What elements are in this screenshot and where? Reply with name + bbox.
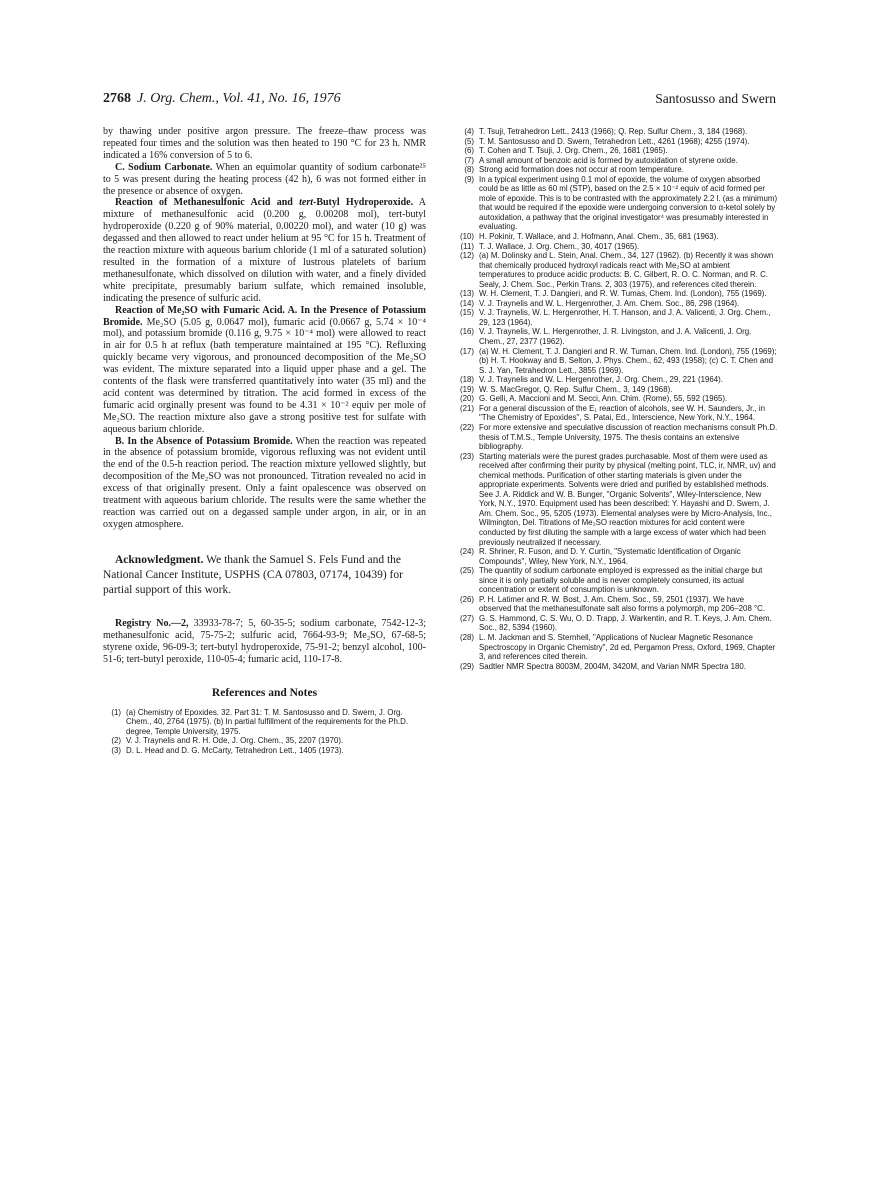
reference-item: [103, 736, 426, 746]
reference-text: L. M. Jackman and S. Sternhell, "Applications of Nuclear Magnetic Resonance Spectroscopy in Organic Chemistry", 2d ed, Pergamon Press, Oxford, 1969, Chapter 3, and references cited therein.: [479, 632, 776, 662]
reference-text: The quantity of sodium carbonate employed is expressed as the initial charge but since it is only partially soluble and is never completely consumed, its actual concentration or extent of consumption is unknown.: [479, 566, 763, 595]
paragraph-text: Me₂SO (5.05 g, 0.0647 mol), fumaric acid (0.0667 g, 5.74 × 10⁻⁴ mol), and potassium bromide (0.116 g, 9.75 × 10⁻⁴ mol) were allowed to react in air for 0.5 h at reflux (bath temperature maintained at 195 °C). Refluxing quickly became very vigorous, and pronounced decomposition of the Me₂SO was evident. The mixture separated into a liquid upper phase and a gel. The contents of the flask were transferred quantitatively into water (35 ml) and the acid content was determined by titration. The acid formed in excess of the fumaric acid orginally present was found to be 4.31 × 10⁻² equiv per mole of Me₂SO. The reaction mixture also gave a strong positive test for sulfate with aqueous barium chloride.: [103, 316, 426, 435]
heading-part: tert: [299, 197, 313, 209]
reference-item: [452, 175, 778, 232]
reference-number: (16): [459, 327, 474, 337]
reference-item: [452, 327, 778, 346]
reference-number: (3): [111, 745, 121, 755]
reference-item: [452, 595, 778, 614]
paragraph-text: A mixture of methanesulfonic acid (0.200 g, 0.00208 mol), tert-butyl hydroperoxide (0.220 g of 90% material, 0.00220 mol), and water (10 g) was degassed and then allowed to react under helium at 95 °C for 15 h. Treatment of the reaction mixture with aqueous barium chloride (1 ml of a saturated solution) resulted in the formation of a mixture of lustrous platelets of barium methanesulfonate, which dissolved on dilution with water, and a finely divided white precipitate, presumably barium sulfate, which remained insoluble, indicating the presence of sulfuric acid.: [103, 197, 427, 304]
reference-number: (29): [459, 661, 474, 671]
reference-number: (21): [459, 403, 474, 413]
reference-text: W. H. Clement, T. J. Dangieri, and R. W. Tumas, Chem. Ind. (London), 755 (1969).: [479, 289, 767, 299]
header-authors: Santosusso and Swern: [655, 91, 776, 106]
reference-text: W. S. MacGregor, Q. Rep. Sulfur Chem., 3, 149 (1968).: [479, 384, 673, 394]
paragraph: [103, 436, 426, 531]
ack-text: We thank the Samuel S. Fels Fund and the National Cancer Institute, USPHS (CA 07803, 07174, 10439) for partial support of this work.: [103, 553, 403, 596]
reference-text: T. M. Santosusso and D. Swern, Tetrahedron Lett., 4261 (1968); 4255 (1974).: [479, 136, 750, 146]
reference-number: (20): [459, 394, 474, 404]
registry-text: 33933-78-7; 5, 60-35-5; sodium carbonate, 7542-12-3; methanesulfonic acid, 75-75-2; sulfuric acid, 7664-93-9; Me₂SO, 67-68-5; styrene oxide, 96-09-3; tert-butyl hydroperoxide, 75-91-2; benzyl alcohol, 100-51-6; tert-butyl peroxide, 110-05-4; fumaric acid, 110-17-8.: [103, 617, 426, 665]
heading-part: Reaction of Methanesulfonic Acid and: [115, 197, 300, 209]
reference-number: (12): [459, 251, 474, 261]
reference-item: [452, 165, 778, 175]
reference-number: (13): [459, 289, 474, 299]
reference-number: (11): [460, 241, 474, 251]
reference-text: In a typical experiment using 0.1 mol of epoxide, the volume of oxygen absorbed could be as little as 60 ml (STP), based on the 2.5 × 10⁻² equiv of acid formed per mole of epoxide. This is to be contrasted with the approximately 2.2 l. (as a minimum) that would be required if the epoxide were undergoing conversion to α-ketol solely by autoxidation, a pathway that the original investigator⁴ was presumably interested in evaluating.: [479, 174, 778, 232]
reference-number: (25): [459, 566, 474, 576]
header-left: [103, 91, 341, 107]
reference-number: (27): [459, 613, 474, 623]
reference-item: [103, 746, 426, 756]
reference-text: Strong acid formation does not occur at room temperature.: [479, 165, 684, 175]
reference-item: [452, 156, 778, 166]
reference-item: [452, 385, 778, 395]
reference-item: [452, 404, 778, 423]
journal-citation: J. Org. Chem., Vol. 41, No. 16, 1976: [137, 91, 341, 106]
reference-text: For a general discussion of the E₁ reaction of alcohols, see W. H. Saunders, Jr., in "The Chemistry of Epoxides", S. Patai, Ed., Interscience, New York, N.Y., 1964.: [479, 403, 765, 423]
reference-number: (2): [111, 736, 121, 746]
references-title: References and Notes: [211, 686, 318, 699]
reference-item: [452, 242, 778, 252]
reference-item: [452, 547, 778, 566]
reference-item: [103, 708, 426, 737]
reference-text: V. J. Traynelis and W. L. Hergenrother, J. Org. Chem., 29, 221 (1964).: [479, 375, 723, 385]
run-in-heading: [115, 197, 413, 208]
paragraph-text: When the reaction was repeated in the absence of potassium bromide, vigorous refluxing was not evident until the end of the 0.5-h reaction period. The reaction mixture yellowed slightly, but decomposition of the Me₂SO was not pronounced. Titration revealed no acid in excess of that originally present. Only a faint opalescence was observed on treatment with aqueous barium chloride. The results were the same whether the reaction was carried out on a degassed sample under argon, in air, or in an oxygen atmosphere.: [103, 435, 426, 530]
paragraph: [103, 162, 426, 198]
running-header: [103, 91, 776, 113]
reference-number: (7): [464, 155, 474, 165]
reference-item: [452, 289, 778, 299]
reference-text: (a) Chemistry of Epoxides. 32. Part 31: T. M. Santosusso and D. Swern, J. Org. Chem., 40, 2764 (1975). (b) In partial fulfillment of the requirements for the Ph.D. degree, Temple University, 1975.: [126, 707, 409, 736]
reference-item: [452, 452, 778, 547]
left-column: [103, 126, 426, 755]
reference-text: R. Shriner, R. Fuson, and D. Y. Curtin, "Systematic Identification of Organic Compounds", Wiley, New York, N.Y., 1964.: [479, 547, 741, 566]
reference-text: H. Pokinir, T. Wallace, and J. Hofmann, Anal. Chem., 35, 681 (1963).: [479, 232, 719, 242]
reference-number: (22): [459, 422, 474, 432]
reference-item: [452, 232, 778, 242]
reference-number: (24): [459, 547, 474, 557]
reference-number: (8): [464, 165, 474, 175]
reference-number: (14): [459, 298, 474, 308]
reference-number: (18): [459, 375, 474, 385]
run-in-heading: Reaction of Me₂SO with Fumaric Acid. A. In the Presence of Potassium Bromide.: [103, 304, 426, 328]
paragraph: [103, 197, 426, 304]
reference-text: T. Cohen and T. Tsuji, J. Org. Chem., 26, 1681 (1965).: [479, 146, 668, 156]
reference-text: Starting materials were the purest grades purchasable. Most of them were used as received after confirming their purity by physical (melting point, TLC, ir, NMR, uv) and chemical methods. Purification of other starting materials is given under the appropriate experiments. Solvents were dried and purified by established methods. See J. A. Riddick and W. B. Bunger, "Organic Solvents", Wiley-Interscience, New York, N.Y., 1970. Equipment used has been described: Y. Hayashi and D. Swern, J. Am. Chem. Soc., 95, 5205 (1973). Elemental analyses were by Micro-Analysis, Inc., Wilmington, Del. Titrations of Me₂SO reaction mixtures for acid content were conducted by first diluting the sample with a large excess of water which had been previously neutralized if necessary.: [479, 451, 776, 547]
reference-item: [452, 662, 778, 672]
reference-item: [452, 566, 778, 595]
run-in-heading: C. Sodium Carbonate.: [115, 161, 213, 173]
reference-text: Sadtler NMR Spectra 8003M, 2004M, 3420M, and Varian NMR Spectra 180.: [479, 661, 746, 671]
reference-item: [452, 633, 778, 662]
reference-text: For more extensive and speculative discussion of reaction mechanisms consult Ph.D. thesis of T.M.S., Temple University, 1975. The thesis contains an extensive bibliography.: [479, 422, 778, 452]
reference-item: [452, 614, 778, 633]
reference-item: [452, 146, 778, 156]
reference-number: (6): [464, 146, 474, 156]
reference-item: [452, 347, 778, 376]
reference-text: (a) W. H. Clement, T. J. Dangieri and R. W. Tuman, Chem. Ind. (London), 755 (1969); (b) H. T. Hookway and B. Selton, J. Phys. Chem., 62, 493 (1958); (c) C. T. Chen and S. J. Yan, Tetrahedron Lett., 3855 (1969).: [479, 346, 777, 375]
reference-number: (17): [459, 346, 474, 356]
page-number: 2768: [103, 91, 131, 106]
reference-text: G. S. Hammond, C. S. Wu, O. D. Trapp, J. Warkentin, and R. T. Keys, J. Am. Chem. Soc., 82, 5394 (1960).: [479, 613, 772, 633]
registry-heading: Registry No.—2,: [115, 617, 189, 629]
reference-text: T. J. Wallace, J. Org. Chem., 30, 4017 (1965).: [479, 241, 640, 251]
paragraph-text: When an equimolar quantity of sodium carbonate²⁵ to 5 was present during the heating process (42 h), 6 was not formed either in the presence or absence of oxygen.: [103, 161, 426, 197]
reference-item: [452, 394, 778, 404]
reference-text: V. J. Traynelis and R. H. Ode, J. Org. Chem., 35, 2207 (1970).: [126, 736, 344, 746]
reference-number: (1): [111, 707, 121, 717]
reference-number: (23): [459, 451, 474, 461]
reference-item: [452, 375, 778, 385]
reference-number: (4): [464, 127, 474, 136]
reference-list-left: [103, 708, 426, 756]
paragraph: [103, 305, 426, 436]
reference-item: [452, 127, 778, 137]
reference-text: T. Tsuji, Tetrahedron Lett., 2413 (1966); Q. Rep. Sulfur Chem., 3, 184 (1968).: [479, 127, 748, 136]
reference-text: A small amount of benzoic acid is formed by autoxidation of styrene oxide.: [479, 155, 738, 165]
reference-text: G. Gelli, A. Maccioni and M. Secci, Ann. Chim. (Rome), 55, 592 (1965).: [479, 394, 728, 404]
reference-number: (10): [459, 232, 474, 242]
ack-heading: Acknowledgment.: [115, 553, 204, 566]
reference-text: (a) M. Dolinsky and L. Stein, Anal. Chem., 34, 127 (1962). (b) Recently it was shown that chemically produced hydroxyl radicals react with Me₂SO at ambient temperatures to produce acidic products: B. C. Gilbert, R. O. C. Norman, and R. C. Sealy, J. Chem. Soc., Perkin Trans. 2, 303 (1975), and references cited therein.: [479, 251, 774, 289]
reference-item: [452, 299, 778, 309]
reference-list-right: [452, 127, 778, 671]
reference-item: [452, 251, 778, 289]
heading-part: -Butyl Hydroperoxide.: [313, 197, 414, 209]
reference-number: (15): [459, 308, 474, 318]
reference-number: (28): [459, 632, 474, 642]
paragraph: by thawing under positive argon pressure. The freeze–thaw process was repeated four times and the solution was then heated to 190 °C for 23 h. NMR indicated a 16% conversion of 5 to 6.: [103, 126, 426, 161]
reference-item: [452, 137, 778, 147]
reference-text: D. L. Head and D. G. McCarty, Tetrahedron Lett., 1405 (1973).: [126, 745, 344, 755]
run-in-heading: B. In the Absence of Potassium Bromide.: [115, 435, 293, 447]
reference-number: (5): [464, 136, 474, 146]
reference-text: P. H. Latimer and R. W. Bost, J. Am. Chem. Soc., 59, 2501 (1937). We have observed that the methanesulfonate salt also forms a polymorph, mp 206–208 °C.: [479, 594, 766, 614]
reference-text: V. J. Traynelis, W. L. Hergenrother, H. T. Hanson, and J. A. Valicenti, J. Org. Chem., 29, 123 (1964).: [479, 308, 771, 327]
reference-text: V. J. Traynelis, W. L. Hergenrother, J. R. Livingston, and J. A. Valicenti, J. Org. Chem., 27, 2377 (1962).: [479, 327, 752, 347]
reference-number: (19): [459, 384, 474, 394]
reference-text: V. J. Traynelis and W. L. Hergenrother, J. Am. Chem. Soc., 86, 298 (1964).: [479, 298, 740, 308]
registry-numbers: [103, 618, 426, 666]
reference-item: [452, 423, 778, 452]
reference-item: [452, 308, 778, 327]
reference-number: (26): [459, 594, 474, 604]
acknowledgment: [103, 553, 426, 598]
reference-number: (9): [464, 174, 474, 184]
